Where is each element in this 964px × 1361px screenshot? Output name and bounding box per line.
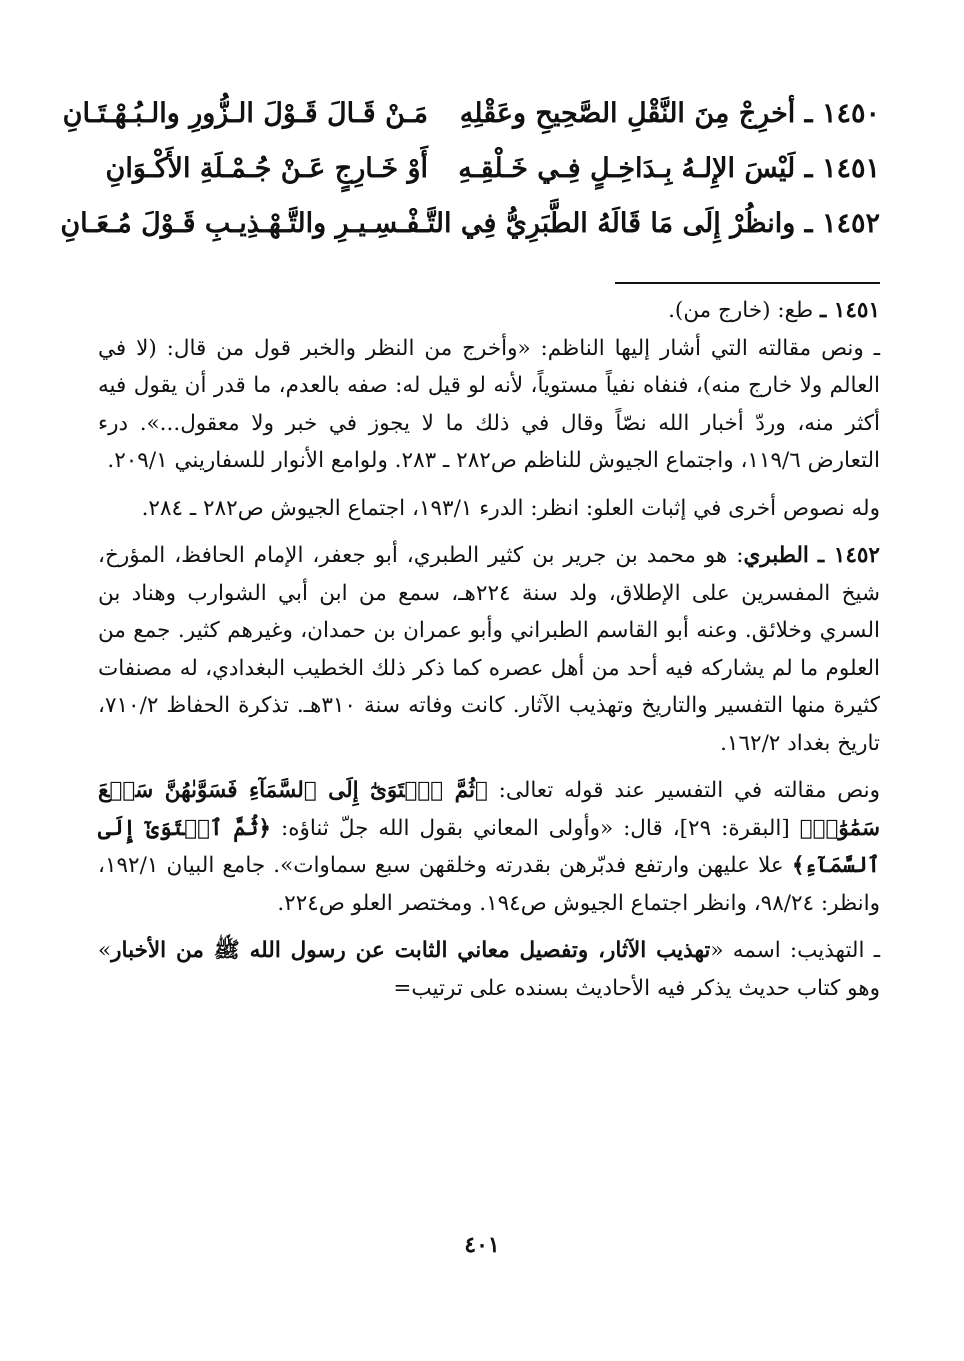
note-1452-bio: : هو محمد بن جرير بن كثير الطبري، أبو جعفر، الإمام الحافظ، المؤرخ، شيخ المفسرين على الإطلاق، ولد سنة ٢٢٤هـ، سمع من ابن أبي الشوارب وهناد بن السري وخلائق. وعنه أبو القاسم الطبراني وأبو عمران بن حمدان، وغيرهم كثير. جمع من العلوم ما لم يشاركه فيه أحد من أهل عصره كما ذكر ذلك الخطيب البغدادي، له مصنفات كثيرة منها التفسير والتاريخ وتهذيب الآثار. كانت وفاته سنة ٣١٠هـ. تذكرة الحفاظ ٧١٠/٢، تاريخ بغداد ١٦٢/٢. <box>98 543 880 756</box>
note-1452-paragraph-3 <box>98 932 880 1007</box>
verse-sadr-text: أخرِجْ مِنَ النَّقْلِ الصَّحِيحِ وعَقْلِهِ <box>459 98 796 129</box>
verse-second-hemistich: مَـنْ قَـالَ قَـوْلَ الـزُّورِ والـبُـهْـتَـانِ <box>62 98 428 129</box>
note-1451-variant: طع: (خارج من). <box>668 298 814 323</box>
text-segment: ونص مقالته في التفسير عند قوله تعالى: <box>487 778 880 803</box>
text-segment: [البقرة: ٢٩]، قال: «وأولى المعاني بقول الله جلّ ثناؤه: <box>271 815 800 841</box>
verse-1452 <box>60 202 880 246</box>
note-1451 <box>98 292 880 527</box>
verse-1450 <box>62 92 880 136</box>
footnotes <box>98 292 880 1007</box>
quran-quote: ﴿ثُمَّ ٱسۡتَوَىٰٓ إِلَى ٱلسَّمَآءِ﴾ <box>98 815 880 878</box>
book-title: تهذيب الآثار، وتفصيل معاني الثابت عن رسول الله ﷺ من الأخبار <box>111 938 711 963</box>
verse-second-hemistich: أَوْ خَـارِجٍ عَـنْ جُـمْـلَةِ الأَكْـوَانِ <box>105 153 428 184</box>
note-1452-paragraph-1 <box>98 537 880 762</box>
page-content <box>60 92 880 1001</box>
note-term: الطبري <box>743 543 809 568</box>
verse-1451 <box>98 147 880 191</box>
note-1451-paragraph-2: وله نصوص أخرى في إثبات العلو: انظر: الدرء ١٩٣/١، اجتماع الجيوش ص٢٨٢ ـ ٢٨٤. <box>141 495 880 521</box>
page-number: ٤٠١ <box>464 1232 500 1258</box>
text-segment: ـ التهذيب: اسمه « <box>710 938 880 963</box>
note-1452 <box>98 537 880 1007</box>
note-number: ١٤٥١ ـ <box>820 298 880 323</box>
verse-number: ١٤٥١ <box>821 153 880 184</box>
footnote-separator <box>615 282 880 284</box>
text-segment: » وهو كتاب حديث يذكر فيه الأحاديث بسنده على ترتيب= <box>98 938 880 1001</box>
note-number: ١٤٥٢ ـ <box>817 543 880 568</box>
verse-first-hemistich: ١٤٥٠ ـ أخرِجْ مِنَ النَّقْلِ الصَّحِيحِ وعَقْلِهِ <box>459 98 880 129</box>
quran-quote: ﴿ثُمَّ ٱسۡتَوَىٰٓ إِلَى ٱلسَّمَآءِ فَسَوَّىٰهُنَّ سَبۡعَ سَمَٰوَٰتٖ﴾ <box>98 778 880 841</box>
poem-verses <box>60 92 880 252</box>
verse-first-hemistich: ١٤٥١ ـ لَيْسَ الإِلـهُ بِـدَاخِـلٍ فِـي خَـلْقِـهِ <box>458 153 880 184</box>
note-1452-paragraph-2 <box>98 772 880 922</box>
note-1451-paragraph-1: ـ ونص مقالته التي أشار إليها الناظم: «وأخرج من النظر والخبر قول من قال: (لا في العالم ولا خارج منه)، فنفاه نفياً مستوياً، لأنه لو قيل له: صفه بالعدم، ما قدر أن يقول فيه أكثر منه، وردّ أخبار الله نصّاً وقال في ذلك ما لا يجوز في خبر ولا معقول...». درء التعارض ١١٩/٦، واجتماع الجيوش للناظم ص٢٨٢ ـ ٢٨٣. ولوامع الأنوار للسفاريني ٢٠٩/١. <box>98 335 880 473</box>
verse-sadr-text: وانظُرْ إِلَى مَا قَالَهُ الطَّبَرِيُّ فِي التَّـ <box>419 208 796 239</box>
verse-second-hemistich: ـفْـسِـيـرِ والتَّـهْـذِيـبِ قَـوْلَ مُـعَـانِ <box>60 208 428 239</box>
text-segment: علا عليهن وارتفع فدبّرهن بقدرته وخلقهن سبع سماوات». جامع البيان ١٩٢/١، وانظر: ٩٨/٢٤، وانظر اجتماع الجيوش ص١٩٤. ومختصر العلو ص٢٢٤. <box>98 853 880 916</box>
verse-first-hemistich: ١٤٥٢ ـ وانظُرْ إِلَى مَا قَالَهُ الطَّبَرِيُّ فِي التَّـ <box>419 208 880 239</box>
verse-number: ١٤٥٢ <box>821 208 880 239</box>
note-1451-heading <box>98 292 880 330</box>
verse-number: ١٤٥٠ <box>821 98 880 129</box>
verse-sadr-text: لَيْسَ الإِلـهُ بِـدَاخِـلٍ فِـي خَـلْقِـهِ <box>458 153 796 184</box>
